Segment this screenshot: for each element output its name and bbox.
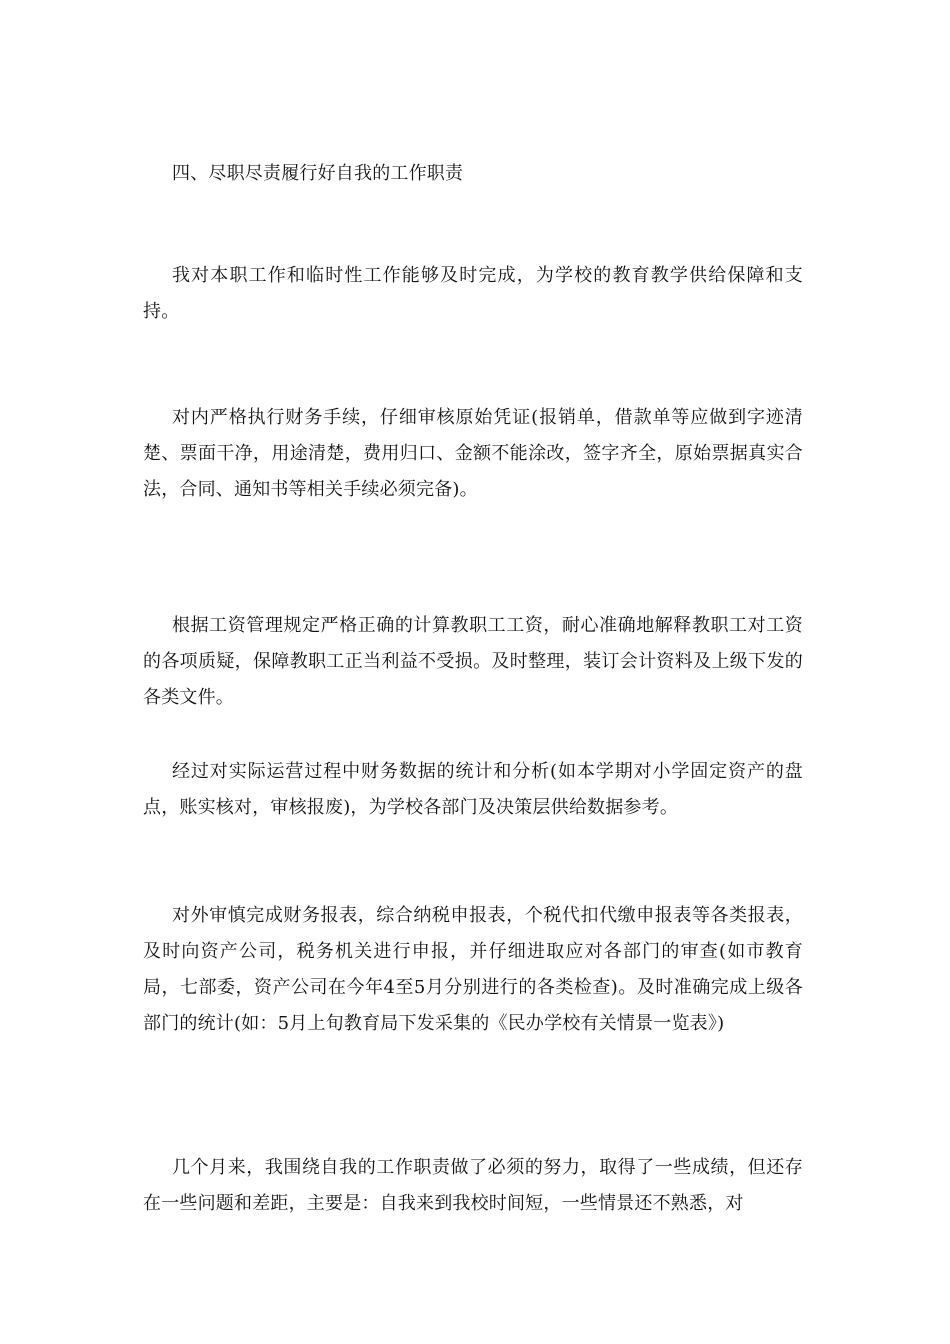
paragraph-1: 我对本职工作和临时性工作能够及时完成，为学校的教育教学供给保障和支持。: [143, 265, 803, 322]
paragraph-3: 根据工资管理规定严格正确的计算教职工工资，耐心准确地解释教职工对工资的各项质疑，保障教职工正当利益不受损。及时整理，装订会计资料及上级下发的各类文件。: [143, 615, 803, 708]
paragraph-5: 对外审慎完成财务报表，综合纳税申报表，个税代扣代缴申报表等各类报表，及时向资产公司，税务机关进行申报，并仔细进取应对各部门的审查(如市教育局，七部委，资产公司在今年4至5月分别进行的各类检查)。及时准确完成上级各部门的统计(如：5月上旬教育局下发采集的《民办学校有关情景一览表》): [143, 905, 803, 1034]
paragraph-6: 几个月来，我围绕自我的工作职责做了必须的努力，取得了一些成绩，但还存在一些问题和差距，主要是：自我来到我校时间短，一些情景还不熟悉，对: [143, 1157, 803, 1214]
paragraph-4: 经过对实际运营过程中财务数据的统计和分析(如本学期对小学固定资产的盘点，账实核对，审核报废)，为学校各部门及决策层供给数据参考。: [143, 761, 803, 818]
paragraph-2: 对内严格执行财务手续，仔细审核原始凭证(报销单，借款单等应做到字迹清楚、票面干净，用途清楚，费用归口、金额不能涂改，签字齐全，原始票据真实合法，合同、通知书等相关手续必须完备)。: [143, 407, 803, 500]
section-heading: 四、尽职尽责履行好自我的工作职责: [172, 163, 464, 184]
